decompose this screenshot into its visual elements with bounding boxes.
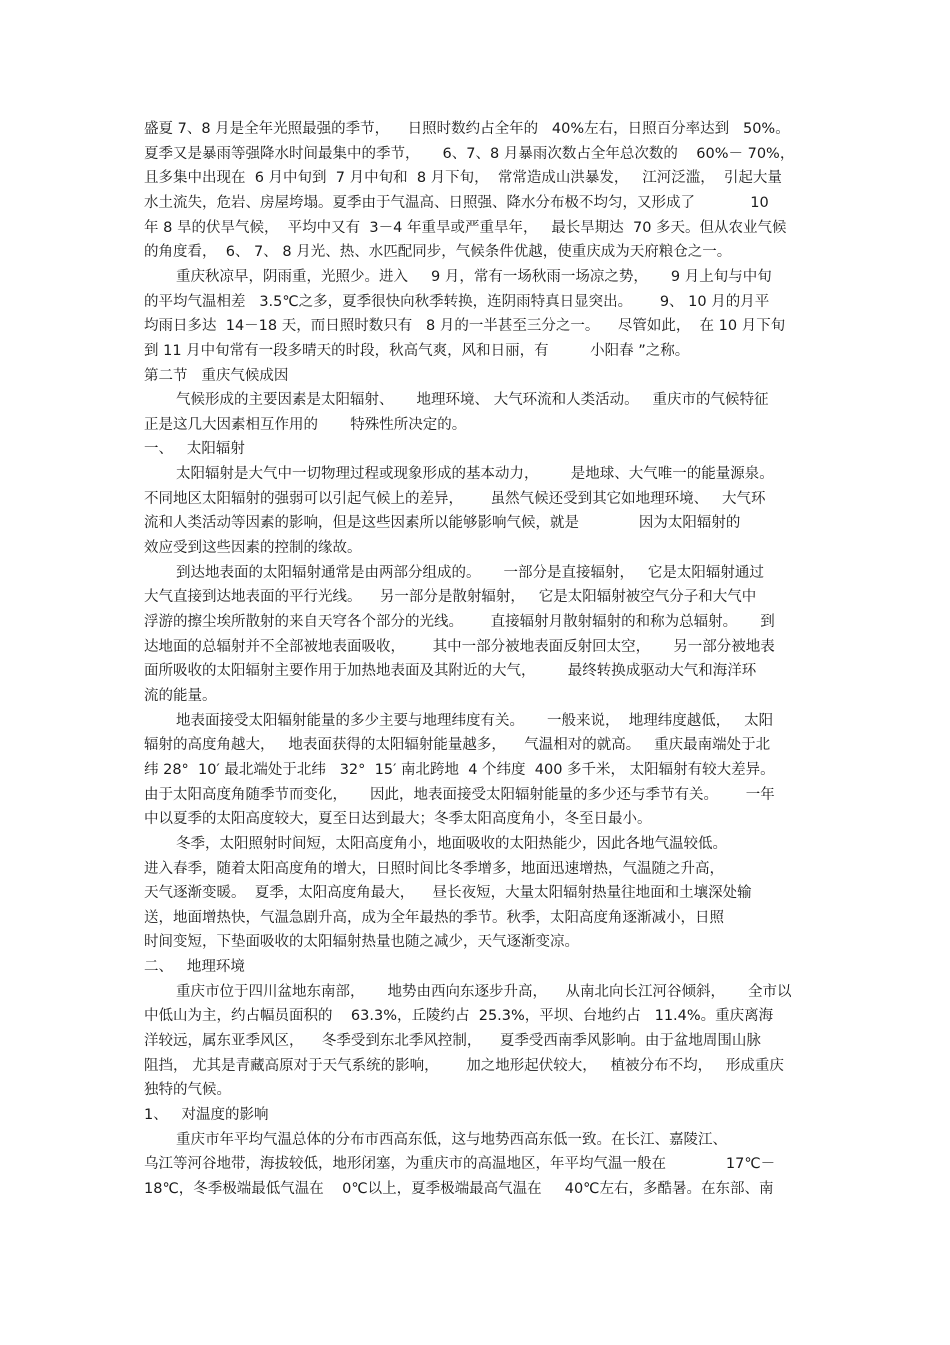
text-line: 重庆市位于四川盆地东南部， 地势由西向东逐步升高， 从南北向长江河谷倾斜， 全市以 — [176, 983, 792, 1000]
text-line: 流的能量。 — [144, 687, 217, 704]
text-line: 正是这几大因素相互作用的 特殊性所决定的。 — [144, 416, 467, 433]
text-line: 冬季，太阳照射时间短，太阳高度角小，地面吸收的太阳热能少，因此各地气温较低。 — [176, 835, 727, 852]
text-line: 进入春季，随着太阳高度角的增大，日照时间比冬季增多，地面迅速增热，气温随之升高， — [144, 860, 724, 877]
text-line: 中以夏季的太阳高度较大，夏至日达到最大；冬季太阳高度角小，冬至日最小。 — [144, 811, 652, 828]
text-line: 流和人类活动等因素的影响，但是这些因素所以能够影响气候，就是 因为太阳辐射的 — [144, 515, 741, 532]
text-line: 一、 太阳辐射 — [144, 441, 245, 458]
text-line: 18℃，冬季极端最低气温在 0℃以上，夏季极端最高气温在 40℃左右，多酷暑。在东部、南 — [144, 1180, 774, 1197]
text-line: 年 8 旱的伏旱气候， 平均中又有 3－4 年重旱或严重旱年， 最长旱期达 70 多天。但从农业气候 — [144, 219, 787, 236]
text-line: 第二节 重庆气候成因 — [144, 367, 289, 384]
text-line: 的角度看， 6、 7、 8 月光、热、水匹配同步，气候条件优越，使重庆成为天府粮仓之一。 — [144, 244, 732, 261]
text-line: 辐射的高度角越大， 地表面获得的太阳辐射能量越多， 气温相对的就高。 重庆最南端处于北 — [144, 737, 771, 754]
text-line: 不同地区太阳辐射的强弱可以引起气候上的差异， 虽然气候还受到其它如地理环境、 大气环 — [144, 490, 766, 507]
text-line: 重庆市年平均气温总体的分布市西高东低，这与地势西高东低一致。在长江、嘉陵江、 — [176, 1131, 727, 1148]
text-line: 到 11 月中旬常有一段多晴天的时段，秋高气爽，风和日丽，有 小阳春 ”之称。 — [144, 342, 690, 359]
text-line: 气候形成的主要因素是太阳辐射、 地理环境、 大气环流和人类活动。 重庆市的气候特征 — [176, 392, 769, 409]
text-line: 由于太阳高度角随季节而变化， 因此，地表面接受太阳辐射能量的多少还与季节有关。 一年 — [144, 786, 775, 803]
text-line: 地表面接受太阳辐射能量的多少主要与地理纬度有关。 一般来说， 地理纬度越低， 太阳 — [176, 712, 774, 729]
text-line: 浮游的擦尘埃所散射的来自天穹各个部分的光线。 直接辐射月散射辐射的和称为总辐射。 到 — [144, 614, 775, 630]
text-line: 达地面的总辐射并不全部被地表面吸收， 其中一部分被地表面反射回太空， 另一部分被地表 — [144, 638, 775, 655]
text-line: 夏季又是暴雨等强降水时间最集中的季节， 6、7、8 月暴雨次数占全年总次数的 60%－ 70%， — [144, 145, 795, 162]
text-line: 送，地面增热快，气温急剧升高，成为全年最热的季节。秋季，太阳高度角逐渐减小，日照 — [144, 909, 724, 926]
text-line: 洋较远，属东亚季风区， 冬季受到东北季风控制， 夏季受西南季风影响。由于盆地周围山脉 — [144, 1033, 761, 1050]
text-line: 大气直接到达地表面的平行光线。 另一部分是散射辐射， 它是太阳辐射被空气分子和大气中 — [144, 589, 757, 606]
text-line: 的平均气温相差 3.5℃之多，夏季很快向秋季转换，连阴雨特真日显突出。 9、 10 月的月平 — [144, 293, 770, 310]
text-line: 效应受到这些因素的控制的缘故。 — [144, 540, 362, 557]
text-line: 均雨日多达 14－18 天，而日照时数只有 8 月的一半甚至三分之一。 尽管如此， 在 10 月下旬 — [144, 318, 786, 335]
text-line: 盛夏 7、8 月是全年光照最强的季节， 日照时数约占全年的 40%左右，日照百分率达到 50%。 — [144, 121, 790, 137]
text-line: 天气逐渐变暖。 夏季，太阳高度角最大， 昼长夜短，大量太阳辐射热量往地面和土壤深处输 — [144, 885, 752, 902]
text-line: 独特的气候。 — [144, 1082, 231, 1099]
text-line: 太阳辐射是大气中一切物理过程或现象形成的基本动力， 是地球、大气唯一的能量源泉。 — [176, 466, 774, 483]
text-line: 1、 对温度的影响 — [144, 1107, 269, 1123]
text-line: 水土流失，危岩、房屋垮塌。夏季由于气温高、日照强、降水分布极不均匀，又形成了 10 — [144, 194, 769, 211]
text-line: 面所吸收的太阳辐射主要作用于加热地表面及其附近的大气， 最终转换成驱动大气和海洋环 — [144, 663, 757, 680]
text-line: 且多集中出现在 6 月中旬到 7 月中旬和 8 月下旬， 常常造成山洪暴发， 江河泛滥， 引起大量 — [144, 170, 782, 187]
text-line: 纬 28° 10′ 最北端处于北纬 32° 15′ 南北跨地 4 个纬度 400 多千米， 太阳辐射有较大差异。 — [144, 761, 775, 778]
text-line: 到达地表面的太阳辐射通常是由两部分组成的。 一部分是直接辐射， 它是太阳辐射通过 — [176, 564, 764, 581]
text-line: 二、 地理环境 — [144, 959, 245, 976]
text-line: 中低山为主，约占幅员面积的 63.3%，丘陵约占 25.3%，平坝、台地约占 11.4%。重庆离海 — [144, 1008, 774, 1025]
text-line: 重庆秋凉早，阴雨重，光照少。进入 9 月，常有一场秋雨一场凉之势， 9 月上旬与中旬 — [176, 268, 772, 285]
text-line: 时间变短，下垫面吸收的太阳辐射热量也随之减少，天气逐渐变凉。 — [144, 934, 579, 951]
text-line: 乌江等河谷地带，海拔较低，地形闭塞，为重庆市的高温地区，年平均气温一般在 17℃－ — [144, 1156, 776, 1173]
text-line: 阻挡， 尤其是青藏高原对于天气系统的影响， 加之地形起伏较大， 植被分布不均， 形成重庆 — [144, 1057, 784, 1074]
